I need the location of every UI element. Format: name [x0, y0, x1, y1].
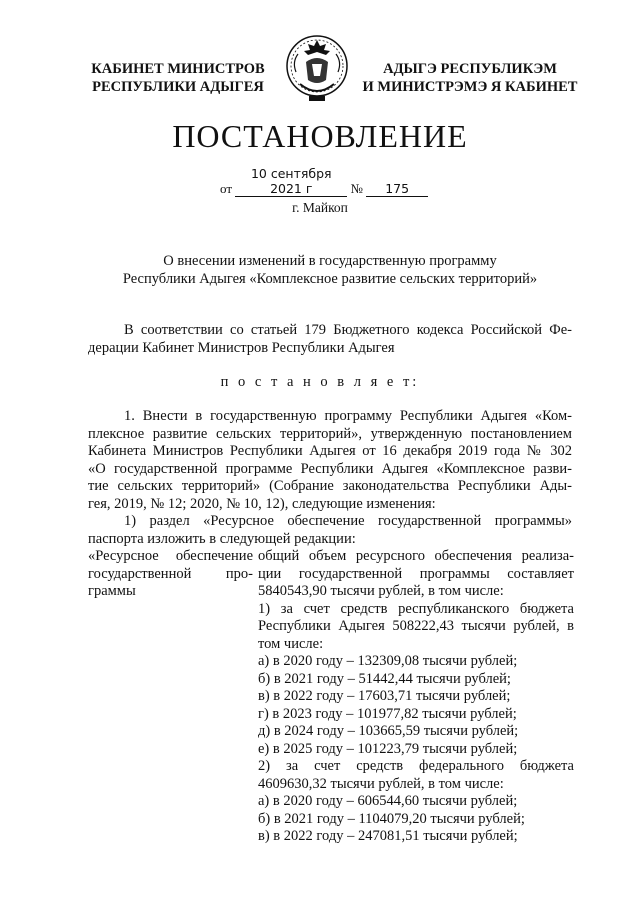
table-right-line: а) в 2020 году – 132309,08 тысячи рублей; [258, 653, 518, 669]
table-left-line2b: про- [225, 565, 253, 582]
table-right-line: г) в 2023 году – 101977,82 тысячи рублей; [258, 705, 517, 722]
preamble [88, 322, 572, 357]
header-right-line2: И МИНИСТРЭМЭ Я КАБИНЕТ [362, 79, 578, 95]
document-date: 10 сентября 2021 г [235, 166, 347, 197]
table-right-line: д) в 2024 году – 103665,59 тысячи рублей; [258, 723, 519, 739]
header-right-line1: АДЫГЭ РЕСПУБЛИКЭМ [383, 61, 557, 77]
table-right-line: общий объем ресурсного обеспечения реализа- [258, 548, 574, 564]
table-left-line1a: «Ресурсное [88, 548, 159, 564]
coat-of-arms-icon [282, 32, 352, 108]
table-right-line: том числе: [258, 635, 324, 652]
table-left-line2a: государственной [88, 565, 192, 582]
table-left-line1b: обеспечение [175, 548, 253, 564]
table-left-line3: граммы [88, 583, 136, 599]
table-right-line: ции государственной программы составляет [258, 565, 574, 582]
city: г. Майкоп [292, 200, 348, 215]
sub-1-line2: паспорта изложить в следующей редакции: [88, 530, 356, 547]
header-right [360, 60, 580, 96]
header-left [88, 60, 268, 96]
table-right-line: 4609630,32 тысячи рублей, в том числе: [258, 775, 504, 792]
header-left-line2: РЕСПУБЛИКИ АДЫГЕЯ [92, 79, 264, 95]
table-right-line: Республики Адыгея 508222,43 тысячи рублей, в [258, 618, 574, 634]
preamble-line2: дерации Кабинет Министров Республики Адыгея [88, 339, 395, 356]
table-right-line: е) в 2025 году – 101223,79 тысячи рублей; [258, 740, 518, 757]
table-right-line: 1) за счет средств республиканского бюджета [258, 600, 574, 617]
item-1 [88, 408, 572, 548]
document-title: ПОСТАНОВЛЕНИЕ [172, 118, 468, 154]
table-right-line: а) в 2020 году – 606544,60 тысячи рублей; [258, 793, 518, 809]
item-1-line4: «О государственной программе Республики Адыгея «Комплексное разви- [88, 460, 572, 477]
item-1-line5: тие сельских территорий» (Собрание законодательства Республики Ады- [88, 478, 572, 494]
preamble-line1: В соответствии со статьей 179 Бюджетного кодекса Российской Фе- [124, 322, 572, 338]
table-right-line: б) в 2021 году – 1104079,20 тысячи рублей; [258, 810, 525, 827]
item-1-line1: 1. Внести в государственную программу Республики Адыгея «Ком- [124, 408, 572, 424]
resolves: п о с т а н о в л я е т: [220, 374, 420, 390]
dateline [220, 166, 440, 197]
header-left-line1: КАБИНЕТ МИНИСТРОВ [91, 61, 265, 77]
item-1-line3: Кабинета Министров Республики Адыгея от 16 декабря 2019 года № 302 [88, 443, 572, 459]
sub-1-line1: 1) раздел «Ресурсное обеспечение государственной программы» [124, 513, 572, 529]
subject-line1: О внесении изменений в государственную программу [163, 253, 497, 269]
table-right-cell [258, 548, 574, 846]
item-1-line2: плексное развитие сельских территорий», утвержденную постановлением [88, 425, 572, 442]
table-right-line: 5840543,90 тысячи рублей, в том числе: [258, 583, 504, 599]
table-right-line: 2) за счет средств федерального бюджета [258, 758, 574, 774]
document-number: 175 [366, 181, 428, 197]
from-label: от [220, 181, 233, 196]
table-left-cell [88, 548, 253, 601]
table-right-line: б) в 2021 году – 51442,44 тысячи рублей; [258, 670, 511, 687]
subject-line2: Республики Адыгея «Комплексное развитие сельских территорий» [122, 271, 538, 287]
item-1-line6: гея, 2019, № 12; 2020, № 10, 12), следующие изменения: [88, 495, 436, 512]
subject [80, 252, 580, 288]
number-label: № [350, 181, 363, 196]
table-right-line: в) в 2022 году – 247081,51 тысячи рублей; [258, 828, 518, 844]
table-right-line: в) в 2022 году – 17603,71 тысячи рублей; [258, 688, 511, 704]
